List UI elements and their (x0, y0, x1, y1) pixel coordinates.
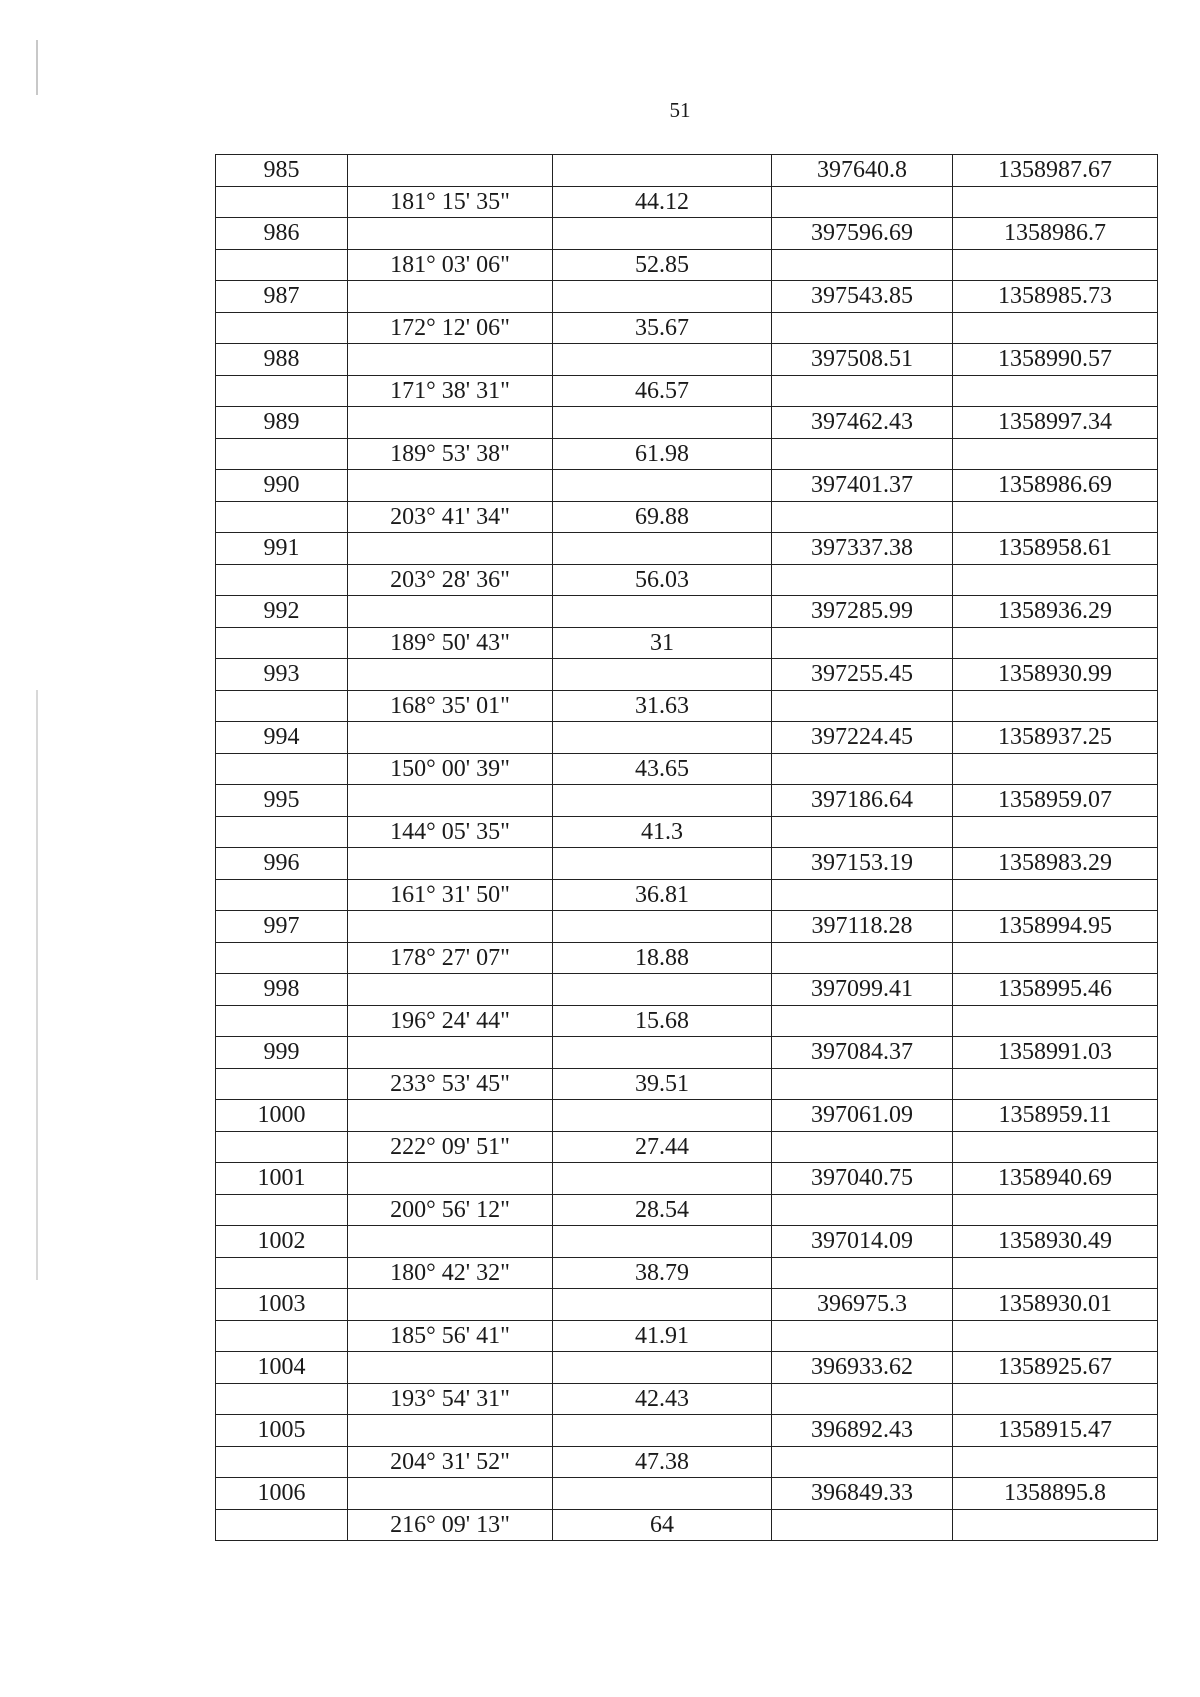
bearing-cell: 189° 50' 43" (348, 627, 553, 659)
empty-distance-cell (553, 1415, 772, 1447)
empty-distance-cell (553, 1352, 772, 1384)
station-row (216, 1100, 1158, 1132)
empty-easting-cell (953, 942, 1158, 974)
empty-distance-cell (553, 1100, 772, 1132)
easting-cell: 1358958.61 (953, 533, 1158, 565)
distance-cell: 31.63 (553, 690, 772, 722)
distance-cell: 42.43 (553, 1383, 772, 1415)
station-row (216, 848, 1158, 880)
distance-cell: 41.91 (553, 1320, 772, 1352)
leg-row (216, 1383, 1158, 1415)
northing-cell: 397153.19 (772, 848, 953, 880)
empty-northing-cell (772, 690, 953, 722)
easting-cell: 1358936.29 (953, 596, 1158, 628)
empty-distance-cell (553, 722, 772, 754)
empty-distance-cell (553, 218, 772, 250)
station-row (216, 785, 1158, 817)
station-row (216, 659, 1158, 691)
station-row (216, 470, 1158, 502)
point-cell: 988 (216, 344, 348, 376)
leg-row (216, 186, 1158, 218)
empty-distance-cell (553, 848, 772, 880)
empty-point-cell (216, 1194, 348, 1226)
station-row (216, 218, 1158, 250)
empty-bearing-cell (348, 1478, 553, 1510)
empty-bearing-cell (348, 281, 553, 313)
bearing-cell: 150° 00' 39" (348, 753, 553, 785)
empty-northing-cell (772, 1383, 953, 1415)
northing-cell: 397508.51 (772, 344, 953, 376)
easting-cell: 1358983.29 (953, 848, 1158, 880)
easting-cell: 1358991.03 (953, 1037, 1158, 1069)
point-cell: 986 (216, 218, 348, 250)
empty-northing-cell (772, 375, 953, 407)
empty-northing-cell (772, 501, 953, 533)
station-row (216, 344, 1158, 376)
empty-easting-cell (953, 249, 1158, 281)
northing-cell: 397014.09 (772, 1226, 953, 1258)
point-cell: 990 (216, 470, 348, 502)
northing-cell: 396975.3 (772, 1289, 953, 1321)
leg-row (216, 501, 1158, 533)
distance-cell: 28.54 (553, 1194, 772, 1226)
leg-row (216, 438, 1158, 470)
leg-row (216, 1194, 1158, 1226)
leg-row (216, 690, 1158, 722)
point-cell: 1004 (216, 1352, 348, 1384)
empty-distance-cell (553, 1478, 772, 1510)
empty-easting-cell (953, 375, 1158, 407)
distance-cell: 56.03 (553, 564, 772, 596)
empty-northing-cell (772, 942, 953, 974)
station-row (216, 722, 1158, 754)
leg-row (216, 753, 1158, 785)
station-row (216, 596, 1158, 628)
empty-distance-cell (553, 659, 772, 691)
easting-cell: 1358985.73 (953, 281, 1158, 313)
bearing-cell: 144° 05' 35" (348, 816, 553, 848)
survey-table-body (216, 155, 1158, 1541)
empty-easting-cell (953, 816, 1158, 848)
easting-cell: 1358959.11 (953, 1100, 1158, 1132)
distance-cell: 41.3 (553, 816, 772, 848)
empty-easting-cell (953, 312, 1158, 344)
station-row (216, 407, 1158, 439)
empty-northing-cell (772, 564, 953, 596)
empty-distance-cell (553, 470, 772, 502)
empty-northing-cell (772, 753, 953, 785)
empty-point-cell (216, 1257, 348, 1289)
empty-bearing-cell (348, 848, 553, 880)
leg-row (216, 879, 1158, 911)
bearing-cell: 233° 53' 45" (348, 1068, 553, 1100)
empty-easting-cell (953, 1005, 1158, 1037)
distance-cell: 18.88 (553, 942, 772, 974)
easting-cell: 1358987.67 (953, 155, 1158, 187)
northing-cell: 397186.64 (772, 785, 953, 817)
northing-cell: 397084.37 (772, 1037, 953, 1069)
bearing-cell: 180° 42' 32" (348, 1257, 553, 1289)
empty-point-cell (216, 501, 348, 533)
northing-cell: 397255.45 (772, 659, 953, 691)
empty-bearing-cell (348, 218, 553, 250)
distance-cell: 47.38 (553, 1446, 772, 1478)
empty-point-cell (216, 942, 348, 974)
scan-edge-mark (36, 690, 38, 1280)
easting-cell: 1358997.34 (953, 407, 1158, 439)
empty-northing-cell (772, 816, 953, 848)
bearing-cell: 161° 31' 50" (348, 879, 553, 911)
station-row (216, 533, 1158, 565)
bearing-cell: 168° 35' 01" (348, 690, 553, 722)
empty-point-cell (216, 438, 348, 470)
bearing-cell: 203° 28' 36" (348, 564, 553, 596)
empty-distance-cell (553, 1226, 772, 1258)
empty-northing-cell (772, 1005, 953, 1037)
easting-cell: 1358994.95 (953, 911, 1158, 943)
empty-northing-cell (772, 1194, 953, 1226)
empty-point-cell (216, 186, 348, 218)
leg-row (216, 564, 1158, 596)
empty-easting-cell (953, 186, 1158, 218)
empty-northing-cell (772, 312, 953, 344)
empty-bearing-cell (348, 1037, 553, 1069)
empty-point-cell (216, 1068, 348, 1100)
empty-point-cell (216, 375, 348, 407)
empty-northing-cell (772, 1320, 953, 1352)
empty-bearing-cell (348, 1352, 553, 1384)
easting-cell: 1358915.47 (953, 1415, 1158, 1447)
point-cell: 998 (216, 974, 348, 1006)
distance-cell: 43.65 (553, 753, 772, 785)
empty-easting-cell (953, 879, 1158, 911)
leg-row (216, 627, 1158, 659)
bearing-cell: 181° 03' 06" (348, 249, 553, 281)
point-cell: 997 (216, 911, 348, 943)
station-row (216, 1037, 1158, 1069)
easting-cell: 1358895.8 (953, 1478, 1158, 1510)
empty-bearing-cell (348, 659, 553, 691)
distance-cell: 36.81 (553, 879, 772, 911)
empty-northing-cell (772, 249, 953, 281)
easting-cell: 1358930.49 (953, 1226, 1158, 1258)
leg-row (216, 249, 1158, 281)
bearing-cell: 204° 31' 52" (348, 1446, 553, 1478)
distance-cell: 15.68 (553, 1005, 772, 1037)
empty-easting-cell (953, 1320, 1158, 1352)
empty-distance-cell (553, 785, 772, 817)
distance-cell: 64 (553, 1509, 772, 1541)
point-cell: 995 (216, 785, 348, 817)
empty-easting-cell (953, 690, 1158, 722)
empty-point-cell (216, 1320, 348, 1352)
empty-bearing-cell (348, 785, 553, 817)
empty-point-cell (216, 1131, 348, 1163)
point-cell: 1000 (216, 1100, 348, 1132)
empty-easting-cell (953, 438, 1158, 470)
northing-cell: 397118.28 (772, 911, 953, 943)
empty-easting-cell (953, 1257, 1158, 1289)
northing-cell: 397040.75 (772, 1163, 953, 1195)
easting-cell: 1358959.07 (953, 785, 1158, 817)
station-row (216, 1415, 1158, 1447)
empty-easting-cell (953, 1446, 1158, 1478)
easting-cell: 1358930.01 (953, 1289, 1158, 1321)
station-row (216, 1163, 1158, 1195)
empty-point-cell (216, 249, 348, 281)
empty-bearing-cell (348, 407, 553, 439)
empty-point-cell (216, 1446, 348, 1478)
empty-distance-cell (553, 344, 772, 376)
empty-easting-cell (953, 564, 1158, 596)
bearing-cell: 200° 56' 12" (348, 1194, 553, 1226)
distance-cell: 39.51 (553, 1068, 772, 1100)
empty-easting-cell (953, 753, 1158, 785)
empty-distance-cell (553, 407, 772, 439)
point-cell: 987 (216, 281, 348, 313)
easting-cell: 1358925.67 (953, 1352, 1158, 1384)
distance-cell: 69.88 (553, 501, 772, 533)
empty-point-cell (216, 816, 348, 848)
empty-easting-cell (953, 1131, 1158, 1163)
empty-bearing-cell (348, 344, 553, 376)
empty-northing-cell (772, 1446, 953, 1478)
northing-cell: 397462.43 (772, 407, 953, 439)
northing-cell: 397640.8 (772, 155, 953, 187)
leg-row (216, 816, 1158, 848)
scan-edge-mark (36, 40, 38, 95)
empty-northing-cell (772, 879, 953, 911)
point-cell: 1005 (216, 1415, 348, 1447)
empty-point-cell (216, 627, 348, 659)
empty-easting-cell (953, 501, 1158, 533)
point-cell: 999 (216, 1037, 348, 1069)
empty-bearing-cell (348, 911, 553, 943)
northing-cell: 397337.38 (772, 533, 953, 565)
bearing-cell: 181° 15' 35" (348, 186, 553, 218)
survey-coordinates-table (215, 154, 1158, 1541)
distance-cell: 44.12 (553, 186, 772, 218)
leg-row (216, 942, 1158, 974)
empty-northing-cell (772, 1131, 953, 1163)
leg-row (216, 1446, 1158, 1478)
empty-point-cell (216, 1509, 348, 1541)
easting-cell: 1358937.25 (953, 722, 1158, 754)
bearing-cell: 171° 38' 31" (348, 375, 553, 407)
empty-easting-cell (953, 1509, 1158, 1541)
distance-cell: 31 (553, 627, 772, 659)
leg-row (216, 1509, 1158, 1541)
empty-northing-cell (772, 438, 953, 470)
empty-distance-cell (553, 1163, 772, 1195)
empty-point-cell (216, 564, 348, 596)
northing-cell: 397061.09 (772, 1100, 953, 1132)
point-cell: 1003 (216, 1289, 348, 1321)
empty-easting-cell (953, 1068, 1158, 1100)
distance-cell: 52.85 (553, 249, 772, 281)
station-row (216, 1226, 1158, 1258)
empty-point-cell (216, 312, 348, 344)
northing-cell: 397224.45 (772, 722, 953, 754)
northing-cell: 397543.85 (772, 281, 953, 313)
page-number: 51 (669, 98, 691, 122)
bearing-cell: 178° 27' 07" (348, 942, 553, 974)
empty-distance-cell (553, 281, 772, 313)
empty-northing-cell (772, 1257, 953, 1289)
empty-bearing-cell (348, 1100, 553, 1132)
easting-cell: 1358990.57 (953, 344, 1158, 376)
empty-easting-cell (953, 1383, 1158, 1415)
point-cell: 985 (216, 155, 348, 187)
point-cell: 992 (216, 596, 348, 628)
easting-cell: 1358986.69 (953, 470, 1158, 502)
empty-point-cell (216, 753, 348, 785)
distance-cell: 27.44 (553, 1131, 772, 1163)
point-cell: 996 (216, 848, 348, 880)
station-row (216, 974, 1158, 1006)
northing-cell: 397285.99 (772, 596, 953, 628)
bearing-cell: 189° 53' 38" (348, 438, 553, 470)
station-row (216, 155, 1158, 187)
leg-row (216, 312, 1158, 344)
empty-distance-cell (553, 1037, 772, 1069)
bearing-cell: 216° 09' 13" (348, 1509, 553, 1541)
empty-distance-cell (553, 155, 772, 187)
empty-easting-cell (953, 627, 1158, 659)
empty-bearing-cell (348, 533, 553, 565)
point-cell: 989 (216, 407, 348, 439)
point-cell: 1002 (216, 1226, 348, 1258)
bearing-cell: 203° 41' 34" (348, 501, 553, 533)
bearing-cell: 172° 12' 06" (348, 312, 553, 344)
empty-bearing-cell (348, 155, 553, 187)
empty-bearing-cell (348, 596, 553, 628)
empty-point-cell (216, 879, 348, 911)
empty-point-cell (216, 1005, 348, 1037)
northing-cell: 396849.33 (772, 1478, 953, 1510)
distance-cell: 38.79 (553, 1257, 772, 1289)
empty-easting-cell (953, 1194, 1158, 1226)
distance-cell: 61.98 (553, 438, 772, 470)
bearing-cell: 185° 56' 41" (348, 1320, 553, 1352)
empty-bearing-cell (348, 974, 553, 1006)
empty-distance-cell (553, 596, 772, 628)
empty-point-cell (216, 1383, 348, 1415)
point-cell: 993 (216, 659, 348, 691)
northing-cell: 397099.41 (772, 974, 953, 1006)
station-row (216, 1289, 1158, 1321)
leg-row (216, 1005, 1158, 1037)
empty-northing-cell (772, 1509, 953, 1541)
empty-bearing-cell (348, 1163, 553, 1195)
empty-point-cell (216, 690, 348, 722)
station-row (216, 1478, 1158, 1510)
empty-bearing-cell (348, 1289, 553, 1321)
easting-cell: 1358995.46 (953, 974, 1158, 1006)
northing-cell: 397401.37 (772, 470, 953, 502)
easting-cell: 1358930.99 (953, 659, 1158, 691)
bearing-cell: 222° 09' 51" (348, 1131, 553, 1163)
empty-northing-cell (772, 627, 953, 659)
easting-cell: 1358986.7 (953, 218, 1158, 250)
empty-bearing-cell (348, 1415, 553, 1447)
point-cell: 1006 (216, 1478, 348, 1510)
leg-row (216, 1257, 1158, 1289)
point-cell: 991 (216, 533, 348, 565)
empty-distance-cell (553, 911, 772, 943)
leg-row (216, 1320, 1158, 1352)
station-row (216, 1352, 1158, 1384)
distance-cell: 35.67 (553, 312, 772, 344)
leg-row (216, 375, 1158, 407)
distance-cell: 46.57 (553, 375, 772, 407)
empty-distance-cell (553, 1289, 772, 1321)
station-row (216, 281, 1158, 313)
bearing-cell: 196° 24' 44" (348, 1005, 553, 1037)
point-cell: 1001 (216, 1163, 348, 1195)
easting-cell: 1358940.69 (953, 1163, 1158, 1195)
empty-northing-cell (772, 1068, 953, 1100)
northing-cell: 397596.69 (772, 218, 953, 250)
station-row (216, 911, 1158, 943)
northing-cell: 396892.43 (772, 1415, 953, 1447)
empty-distance-cell (553, 974, 772, 1006)
empty-bearing-cell (348, 722, 553, 754)
northing-cell: 396933.62 (772, 1352, 953, 1384)
point-cell: 994 (216, 722, 348, 754)
leg-row (216, 1068, 1158, 1100)
empty-northing-cell (772, 186, 953, 218)
leg-row (216, 1131, 1158, 1163)
empty-bearing-cell (348, 470, 553, 502)
empty-distance-cell (553, 533, 772, 565)
empty-bearing-cell (348, 1226, 553, 1258)
bearing-cell: 193° 54' 31" (348, 1383, 553, 1415)
